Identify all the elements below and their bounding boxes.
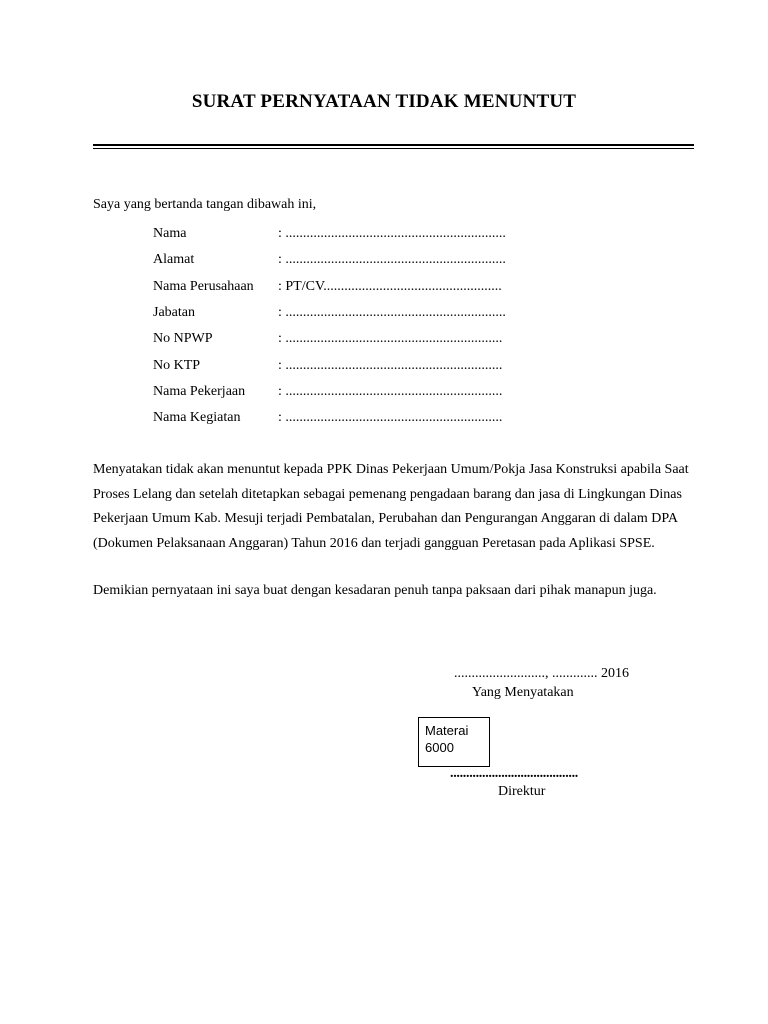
field-value: : .............................................................. bbox=[278, 357, 503, 373]
field-row-alamat bbox=[153, 247, 506, 273]
field-value: : ............................................................... bbox=[278, 226, 506, 242]
title-rule-thin bbox=[93, 148, 694, 149]
field-value: : .............................................................. bbox=[278, 383, 503, 399]
identity-fields bbox=[153, 221, 506, 431]
field-row-nama bbox=[153, 221, 506, 247]
field-value: : .............................................................. bbox=[278, 410, 503, 426]
stamp-line-1: Materai bbox=[425, 723, 469, 738]
title-rule bbox=[93, 144, 694, 146]
field-label: Nama bbox=[153, 226, 187, 242]
signature-name-line: ........................................ bbox=[450, 766, 579, 781]
signature-date-line: .........................., ............. 2016 bbox=[454, 666, 629, 681]
field-row-no-ktp bbox=[153, 352, 506, 378]
stamp-box bbox=[418, 717, 490, 767]
field-row-no-npwp bbox=[153, 326, 506, 352]
field-label: Alamat bbox=[153, 252, 195, 268]
closing-paragraph: Demikian pernyataan ini saya buat dengan kesadaran penuh tanpa paksaan dari pihak manapun juga. bbox=[93, 583, 657, 598]
signer-label: Yang Menyatakan bbox=[472, 685, 574, 700]
intro-text: Saya yang bertanda tangan dibawah ini, bbox=[93, 197, 317, 212]
statement-paragraph: Menyatakan tidak akan menuntut kepada PPK Dinas Pekerjaan Umum/Pokja Jasa Konstruksi apabila Saat Proses Lelang dan setelah ditetapkan sebagai pemenang pengadaan barang dan jasa di Lingkungan Dinas Pekerjaan Umum Kab. Mesuji terjadi Pembatalan, Perubahan dan Pengurangan Anggaran di dalam DPA (Dokumen Pelaksanaan Anggaran) Tahun 2016 dan terjadi gangguan Peretasan pada Aplikasi SPSE. bbox=[93, 462, 689, 551]
field-value: : ............................................................... bbox=[278, 252, 506, 268]
field-row-nama-kegiatan bbox=[153, 405, 506, 431]
field-label: Nama Perusahaan bbox=[153, 278, 254, 294]
field-label: Jabatan bbox=[153, 305, 195, 321]
field-row-jabatan bbox=[153, 300, 506, 326]
stamp-line-2: 6000 bbox=[425, 740, 454, 755]
field-value: : ............................................................... bbox=[278, 305, 506, 321]
field-label: No NPWP bbox=[153, 331, 213, 347]
field-row-nama-pekerjaan bbox=[153, 379, 506, 405]
field-label: Nama Kegiatan bbox=[153, 410, 241, 426]
document-title: SURAT PERNYATAAN TIDAK MENUNTUT bbox=[191, 91, 577, 112]
field-value: : .............................................................. bbox=[278, 331, 503, 347]
field-label: Nama Pekerjaan bbox=[153, 383, 246, 399]
field-value: : PT/CV................................................... bbox=[278, 278, 502, 294]
field-label: No KTP bbox=[153, 357, 201, 373]
signer-position: Direktur bbox=[498, 784, 546, 799]
field-row-nama-perusahaan bbox=[153, 274, 506, 300]
